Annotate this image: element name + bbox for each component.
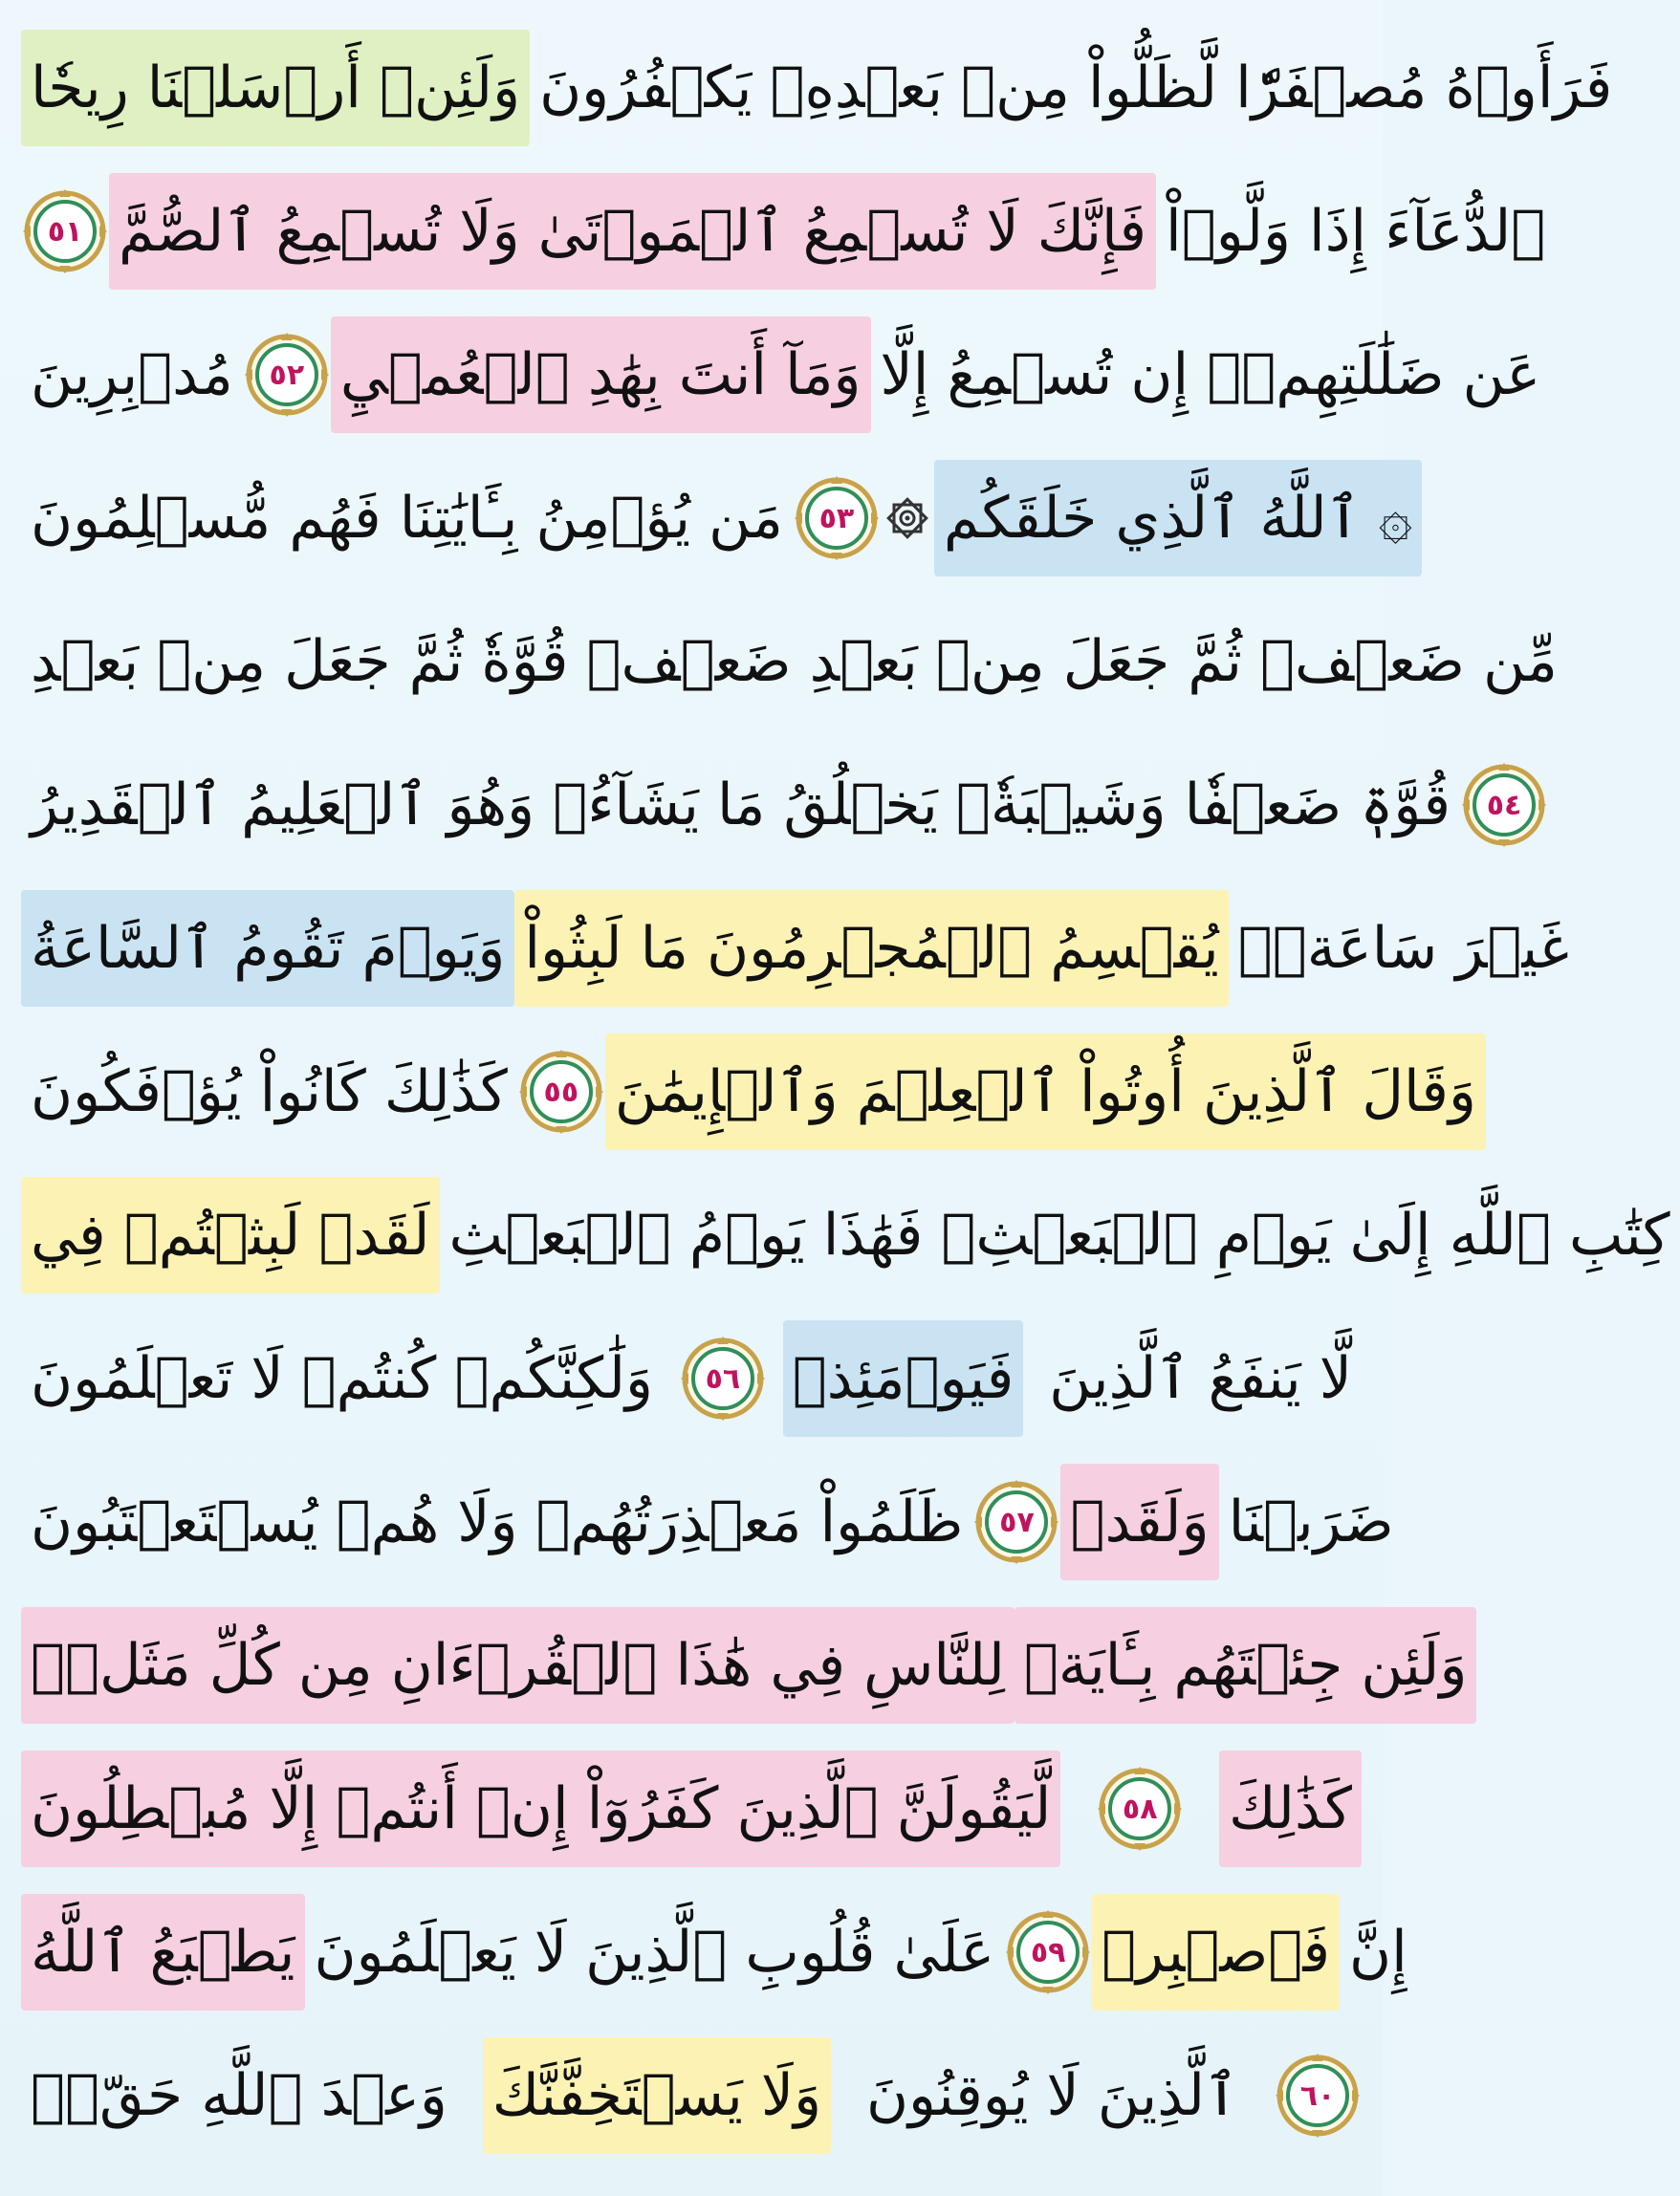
verse-text: كَذَٰلِكَ كَانُواْ يُؤۡفَكُونَ — [31, 1058, 508, 1125]
text-line — [21, 457, 1413, 579]
text-line — [21, 1461, 1394, 1583]
highlighted-phrase: وَلَقَدۡ — [1060, 1464, 1218, 1580]
ayah-number: ٥٨ — [1122, 1792, 1158, 1826]
text-line — [21, 314, 1541, 436]
verse-text: ٱلدُّعَآءَ إِذَا وَلَّوۡاْ — [1166, 198, 1546, 265]
ayah-number: ٥٣ — [818, 501, 855, 535]
ayah-end-medallion-icon — [1274, 2052, 1362, 2140]
highlighted-phrase: فَإِنَّكَ لَا تُسۡمِعُ ٱلۡمَوۡتَىٰ وَلَا تُسۡمِعُ ٱلصُّمَّ — [109, 173, 1156, 290]
verse-text: إِنَّ — [1349, 1919, 1407, 1986]
verse-text: ضَرَبۡنَا — [1228, 1489, 1394, 1555]
ayah-number: ٥١ — [47, 214, 83, 249]
text-line — [21, 1031, 1476, 1153]
verse-text: ٱلَّذِينَ لَا يُوقِنُونَ — [865, 2062, 1239, 2129]
highlighted-phrase: لَقَدۡ لَبِثۡتُمۡ فِي — [21, 1177, 440, 1294]
ayah-end-medallion-icon — [972, 1478, 1060, 1566]
verse-text: غَيۡرَ سَاعَةٖۚ — [1237, 915, 1569, 982]
text-line — [21, 2034, 1362, 2157]
text-line — [21, 1604, 1468, 1727]
ayah-end-medallion-icon — [1096, 1765, 1184, 1853]
text-line — [21, 27, 1613, 149]
verse-text: مِّن ضَعۡفٖ ثُمَّ جَعَلَ مِنۢ بَعۡدِ ضَعۡفٖ قُوَّةٗ ثُمَّ جَعَلَ مِنۢ بَعۡدِ — [31, 628, 1558, 695]
ayah-end-medallion-icon — [517, 1048, 605, 1136]
ayah-number: ٥٧ — [999, 1505, 1035, 1539]
highlighted-phrase: وَيَوۡمَ تَقُومُ ٱلسَّاعَةُ — [21, 890, 514, 1007]
text-line — [21, 1317, 1362, 1440]
highlighted-phrase: يُقۡسِمُ ٱلۡمُجۡرِمُونَ مَا لَبِثُواْ — [514, 890, 1228, 1007]
ayah-number: ٦٠ — [1299, 2078, 1336, 2113]
highlighted-phrase: وَلَئِنۡ أَرۡسَلۡنَا رِيحٗا — [21, 30, 530, 146]
text-line — [21, 1748, 1362, 1870]
verse-text: عَن ضَلَٰلَتِهِمۡۖ إِن تُسۡمِعُ إِلَّا — [880, 341, 1541, 408]
text-line — [21, 744, 1522, 866]
ayah-number: ٥٥ — [543, 1075, 579, 1109]
ayah-number: ٥٤ — [1486, 788, 1522, 822]
highlighted-phrase: لَّيَقُولَنَّ ٱلَّذِينَ كَفَرُوٓاْ إِنۡ أَنتُمۡ إِلَّا مُبۡطِلُونَ — [21, 1750, 1060, 1867]
verse-text: مُدۡبِرِينَ — [31, 341, 233, 408]
verse-text: لَّا يَنفَعُ ٱلَّذِينَ — [1049, 1345, 1352, 1412]
verse-text: فَرَأَوۡهُ مُصۡفَرّٗا لَّظَلُّواْ مِنۢ بَعۡدِهِۦ يَكۡفُرُونَ — [539, 54, 1613, 121]
highlighted-phrase: فَيَوۡمَئِذٖ — [783, 1320, 1024, 1437]
highlighted-phrase: ۞ ٱللَّهُ ٱلَّذِي خَلَقَكُم — [934, 460, 1422, 576]
text-line — [21, 1891, 1407, 2013]
verse-text: عَلَىٰ قُلُوبِ ٱلَّذِينَ لَا يَعۡلَمُونَ — [314, 1919, 995, 1986]
ayah-end-medallion-icon — [243, 331, 331, 419]
highlighted-phrase: فَٱصۡبِرۡ — [1092, 1894, 1340, 2011]
text-line — [21, 1174, 1670, 1296]
text-line — [21, 887, 1569, 1010]
highlighted-phrase: كَذَٰلِكَ — [1219, 1750, 1362, 1867]
highlighted-phrase: وَمَآ أَنتَ بِهَٰدِ ٱلۡعُمۡيِ — [331, 316, 871, 433]
ayah-number: ٥٩ — [1030, 1935, 1066, 1969]
ayah-end-medallion-icon — [679, 1335, 767, 1423]
highlighted-phrase: لِلنَّاسِ فِي هَٰذَا ٱلۡقُرۡءَانِ مِن كُلِّ مَثَلٖۚ — [21, 1607, 1015, 1724]
verse-text: ظَلَمُواْ مَعۡذِرَتُهُمۡ وَلَا هُمۡ يُسۡتَعۡتَبُونَ — [31, 1489, 964, 1555]
ayah-end-medallion-icon — [793, 474, 881, 562]
ayah-end-medallion-icon — [21, 187, 109, 275]
highlighted-phrase: وَلَئِن جِئۡتَهُم بِـَٔايَةٖ — [1015, 1607, 1477, 1724]
verse-text: وَلَٰكِنَّكُمۡ كُنتُمۡ لَا تَعۡلَمُونَ — [31, 1345, 654, 1412]
highlighted-phrase: وَلَا يَسۡتَخِفَّنَّكَ — [483, 2037, 831, 2154]
ayah-end-medallion-icon — [1004, 1908, 1092, 1996]
text-line — [21, 170, 1546, 293]
ayah-end-medallion-icon — [1460, 761, 1548, 849]
ayah-number: ٥٦ — [705, 1361, 741, 1396]
highlighted-phrase: يَطۡبَعُ ٱللَّهُ — [21, 1894, 305, 2011]
verse-text: كِتَٰبِ ٱللَّهِ إِلَىٰ يَوۡمِ ٱلۡبَعۡثِۖ فَهَٰذَا يَوۡمُ ٱلۡبَعۡثِ — [448, 1202, 1670, 1269]
text-line — [21, 600, 1558, 723]
verse-text: مَن يُؤۡمِنُ بِـَٔايَٰتِنَا فَهُم مُّسۡلِمُونَ — [31, 485, 783, 552]
verse-text: قُوَّةٖ ضَعۡفٗا وَشَيۡبَةٗۚ يَخۡلُقُ مَا يَشَآءُۚ وَهُوَ ٱلۡعَلِيمُ ٱلۡقَدِيرُ — [31, 772, 1451, 838]
verse-text: وَعۡدَ ٱللَّهِ حَقّٞۖ — [31, 2062, 447, 2129]
rub-el-hizb-icon — [881, 491, 934, 545]
ayah-number: ٥٢ — [269, 358, 305, 392]
highlighted-phrase: وَقَالَ ٱلَّذِينَ أُوتُواْ ٱلۡعِلۡمَ وَٱلۡإِيمَٰنَ — [605, 1033, 1486, 1150]
